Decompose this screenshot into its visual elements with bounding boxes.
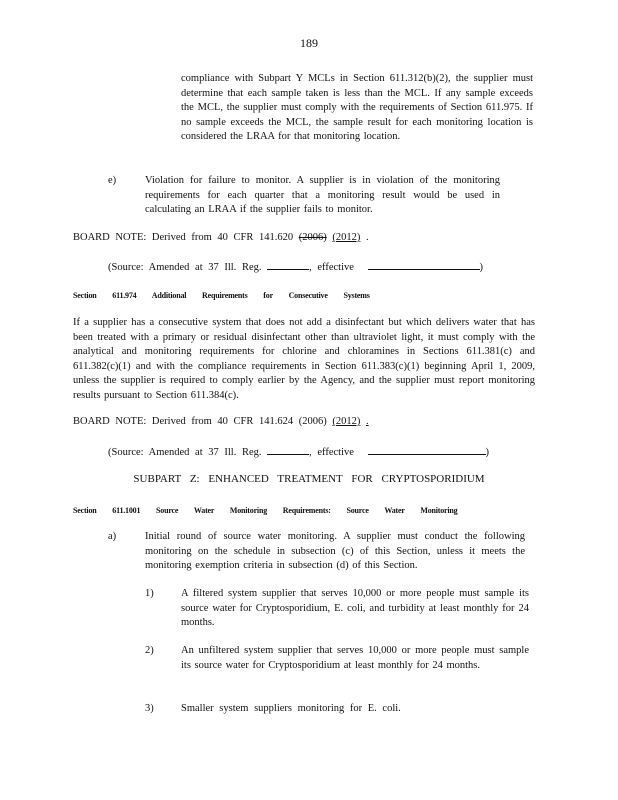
sub-item-3-label: 3)	[145, 703, 154, 714]
board-note-2-prefix: BOARD NOTE: Derived from 40 CFR 141.624 (2006)	[73, 416, 327, 427]
page-number: 189	[300, 36, 318, 50]
board-note-2-added: (2012)	[332, 416, 361, 427]
item-e-text: Violation for failure to monitor. A supplier is in violation of the monitoring requirements for each quarter that a monitoring result would be used in calculating an LRAA if the supplier fails to monitor.	[145, 175, 500, 215]
source-1-close: )	[479, 262, 484, 273]
item-e-label: e)	[108, 175, 117, 186]
board-note-2-suffix: .	[365, 416, 369, 427]
source-2-effective: , effective	[309, 447, 354, 458]
intro-continued-paragraph: compliance with Subpart Y MCLs in Section 611.312(b)(2), the supplier must determine that each sample taken is less than the MCL. If any sample exceeds the MCL, the supplier must comply with the requirements of Section 611.975. If no sample exceeds the MCL, the sample result for each monitoring location is considered the LRAA for that monitoring location.	[181, 73, 533, 142]
board-note-1-added: (2012)	[332, 232, 361, 243]
source-2-prefix: (Source: Amended at 37 Ill. Reg.	[108, 447, 262, 458]
source-1-effective: , effective	[309, 262, 354, 273]
sub-item-1-label: 1)	[145, 588, 154, 599]
source-2-date-blank	[368, 444, 486, 455]
section-611-974-body: If a supplier has a consecutive system that does not add a disinfectant but which delivers water that has been treated with a primary or residual disinfectant other than ultraviolet light, it must comply with the analytical and monitoring requirements for chlorine and chloramines in Sections 611.381(c) and 611.382(c)(1) and with the compliance requirements in Section 611.383(c)(1) beginning April 1, 2009, unless the supplier is required to comply earlier by the Agency, and the supplier must report monitoring results pursuant to Section 611.384(c).	[73, 317, 535, 401]
subpart-title: SUBPART Z: ENHANCED TREATMENT FOR CRYPTOSPORIDIUM	[133, 473, 485, 485]
source-1-date-blank	[368, 259, 480, 270]
source-2-close: )	[485, 447, 490, 458]
sub-item-2-label: 2)	[145, 645, 154, 656]
source-1-reg-blank	[267, 259, 309, 270]
item-a-text: Initial round of source water monitoring. A supplier must conduct the following monitoring on the schedule in subsection (c) of this Section, unless it meets the monitoring exemption criteria in subsection (d) of this Section.	[145, 531, 525, 571]
sub-item-3-text: Smaller system suppliers monitoring for E. coli.	[181, 703, 401, 714]
source-note-2	[108, 444, 528, 461]
source-1-prefix: (Source: Amended at 37 Ill. Reg.	[108, 262, 262, 273]
board-note-2	[73, 415, 553, 430]
sub-item-2-text: An unfiltered system supplier that serves 10,000 or more people must sample its source water for Cryptosporidium at least monthly for 24 months.	[181, 645, 529, 671]
source-2-reg-blank	[267, 444, 309, 455]
board-note-1-prefix: BOARD NOTE: Derived from 40 CFR 141.620	[73, 232, 294, 243]
source-note-1	[108, 259, 528, 276]
sub-item-1-text: A filtered system supplier that serves 10,000 or more people must sample its source water for Cryptosporidium, E. coli, and turbidity at least monthly for 24 months.	[181, 588, 529, 628]
board-note-1-struck: (2006)	[298, 232, 327, 243]
board-note-1-suffix: .	[366, 232, 369, 243]
section-611-974-heading: Section 611.974 Additional Requirements for Consecutive Systems	[73, 291, 370, 300]
section-611-1001-heading: Section 611.1001 Source Water Monitoring Requirements: Source Water Monitoring	[73, 506, 458, 515]
board-note-1	[73, 231, 553, 246]
item-a-label: a)	[108, 531, 117, 542]
